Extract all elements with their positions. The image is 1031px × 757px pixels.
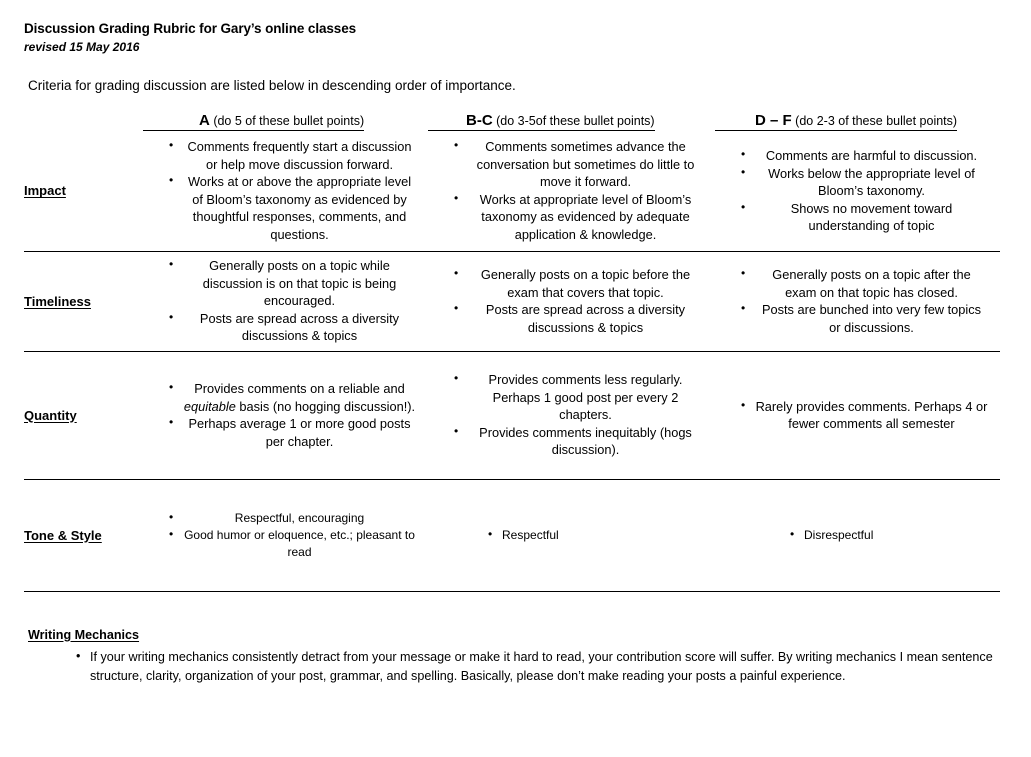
cell-tone-a <box>143 479 428 591</box>
bullet-list <box>143 510 428 561</box>
list-item: • Respectful <box>488 527 705 544</box>
list-item: • Provides comments on a reliable and equitable basis (no hogging discussion!). <box>169 380 416 415</box>
criterion-label-timeliness: Timeliness <box>24 251 143 351</box>
list-item: • Generally posts on a topic after the exam on that topic has closed. <box>741 266 988 301</box>
list-item: • Provides comments less regularly. Perhaps 1 good post per every 2 chapters. <box>454 371 703 424</box>
bullet-list <box>715 266 1000 336</box>
cell-timeliness-df <box>715 251 1000 351</box>
bullet-list <box>715 398 1000 433</box>
header-cell-df <box>715 112 1000 131</box>
table-row <box>24 479 1000 591</box>
list-item: • Posts are bunched into very few topics or discussions. <box>741 301 988 336</box>
list-item: • Works at or above the appropriate level of Bloom’s taxonomy as evidenced by thoughtful responses, comments, and questions. <box>169 173 416 243</box>
list-item: • Comments sometimes advance the conversation but sometimes do little to move it forward. <box>454 138 703 191</box>
list-item: • Generally posts on a topic while discussion is on that topic is being encouraged. <box>169 257 416 310</box>
list-item: • Works below the appropriate level of Bloom’s taxonomy. <box>741 165 988 200</box>
rubric-table <box>24 112 1000 592</box>
grade-note-df: (do 2-3 of these bullet points) <box>791 114 958 128</box>
cell-quantity-bc <box>428 351 715 479</box>
list-item: • Comments frequently start a discussion or help move discussion forward. <box>169 138 416 173</box>
intro-text: Criteria for grading discussion are listed below in descending order of importance. <box>28 78 516 93</box>
cell-tone-bc <box>428 479 715 591</box>
table-row <box>24 251 1000 351</box>
criterion-label-impact: Impact <box>24 131 143 251</box>
cell-quantity-df <box>715 351 1000 479</box>
grade-label-bc: B-C <box>466 112 493 129</box>
list-item: • Disrespectful <box>790 527 990 544</box>
criterion-label-tone-style: Tone & Style <box>24 479 143 591</box>
list-item: • Provides comments inequitably (hogs discussion). <box>454 424 703 459</box>
list-item: • Rarely provides comments. Perhaps 4 or fewer comments all semester <box>741 398 988 433</box>
list-item: • Works at appropriate level of Bloom’s taxonomy as evidenced by adequate application & knowledge. <box>454 191 703 244</box>
cell-impact-df <box>715 131 1000 251</box>
bullet-list <box>428 138 715 243</box>
bullet-list <box>428 371 715 459</box>
bullet-list <box>143 138 428 243</box>
writing-mechanics-list <box>28 648 1028 686</box>
writing-mechanics-section <box>24 626 1028 686</box>
list-item: • Good humor or eloquence, etc.; pleasant to read <box>169 527 416 561</box>
list-item: • Shows no movement toward understanding of topic <box>741 200 988 235</box>
criterion-label-quantity: Quantity <box>24 351 143 479</box>
bullet-list <box>143 257 428 345</box>
list-item: • Posts are spread across a diversity discussions & topics <box>169 310 416 345</box>
list-item: • If your writing mechanics consistently detract from your message or make it hard to read, your contribution score will suffer. By writing mechanics I mean sentence structure, clarity, organization of your post, grammar, and spelling. Basically, please don’t make reading your posts a painful experience. <box>76 648 1028 686</box>
list-item: • Perhaps average 1 or more good posts per chapter. <box>169 415 416 450</box>
list-item: • Posts are spread across a diversity discussions & topics <box>454 301 703 336</box>
list-item: • Comments are harmful to discussion. <box>741 147 988 165</box>
grade-note-a: (do 5 of these bullet points) <box>209 114 365 128</box>
bullet-list <box>428 527 715 544</box>
grade-label-a: A <box>199 112 210 129</box>
cell-timeliness-bc <box>428 251 715 351</box>
table-row <box>24 131 1000 251</box>
table-header-row <box>24 112 1000 131</box>
document-header <box>24 20 1007 95</box>
header-cell-bc <box>428 112 715 131</box>
cell-impact-a <box>143 131 428 251</box>
list-item: • Respectful, encouraging <box>169 510 416 527</box>
cell-timeliness-a <box>143 251 428 351</box>
bullet-list <box>715 527 1000 544</box>
list-item: • Generally posts on a topic before the exam that covers that topic. <box>454 266 703 301</box>
bullet-list <box>143 380 428 450</box>
header-cell-a <box>143 112 428 131</box>
page-title: Discussion Grading Rubric for Gary’s online classes <box>24 21 357 36</box>
grade-label-df: D – F <box>755 112 792 129</box>
bullet-list <box>715 147 1000 235</box>
writing-mechanics-title: Writing Mechanics <box>28 627 140 642</box>
header-blank-cell <box>24 112 143 131</box>
bullet-list <box>428 266 715 336</box>
revision-date: revised 15 May 2016 <box>24 40 140 54</box>
grade-note-bc: (do 3-5of these bullet points) <box>492 114 655 128</box>
cell-quantity-a <box>143 351 428 479</box>
cell-tone-df <box>715 479 1000 591</box>
cell-impact-bc <box>428 131 715 251</box>
table-row <box>24 351 1000 479</box>
